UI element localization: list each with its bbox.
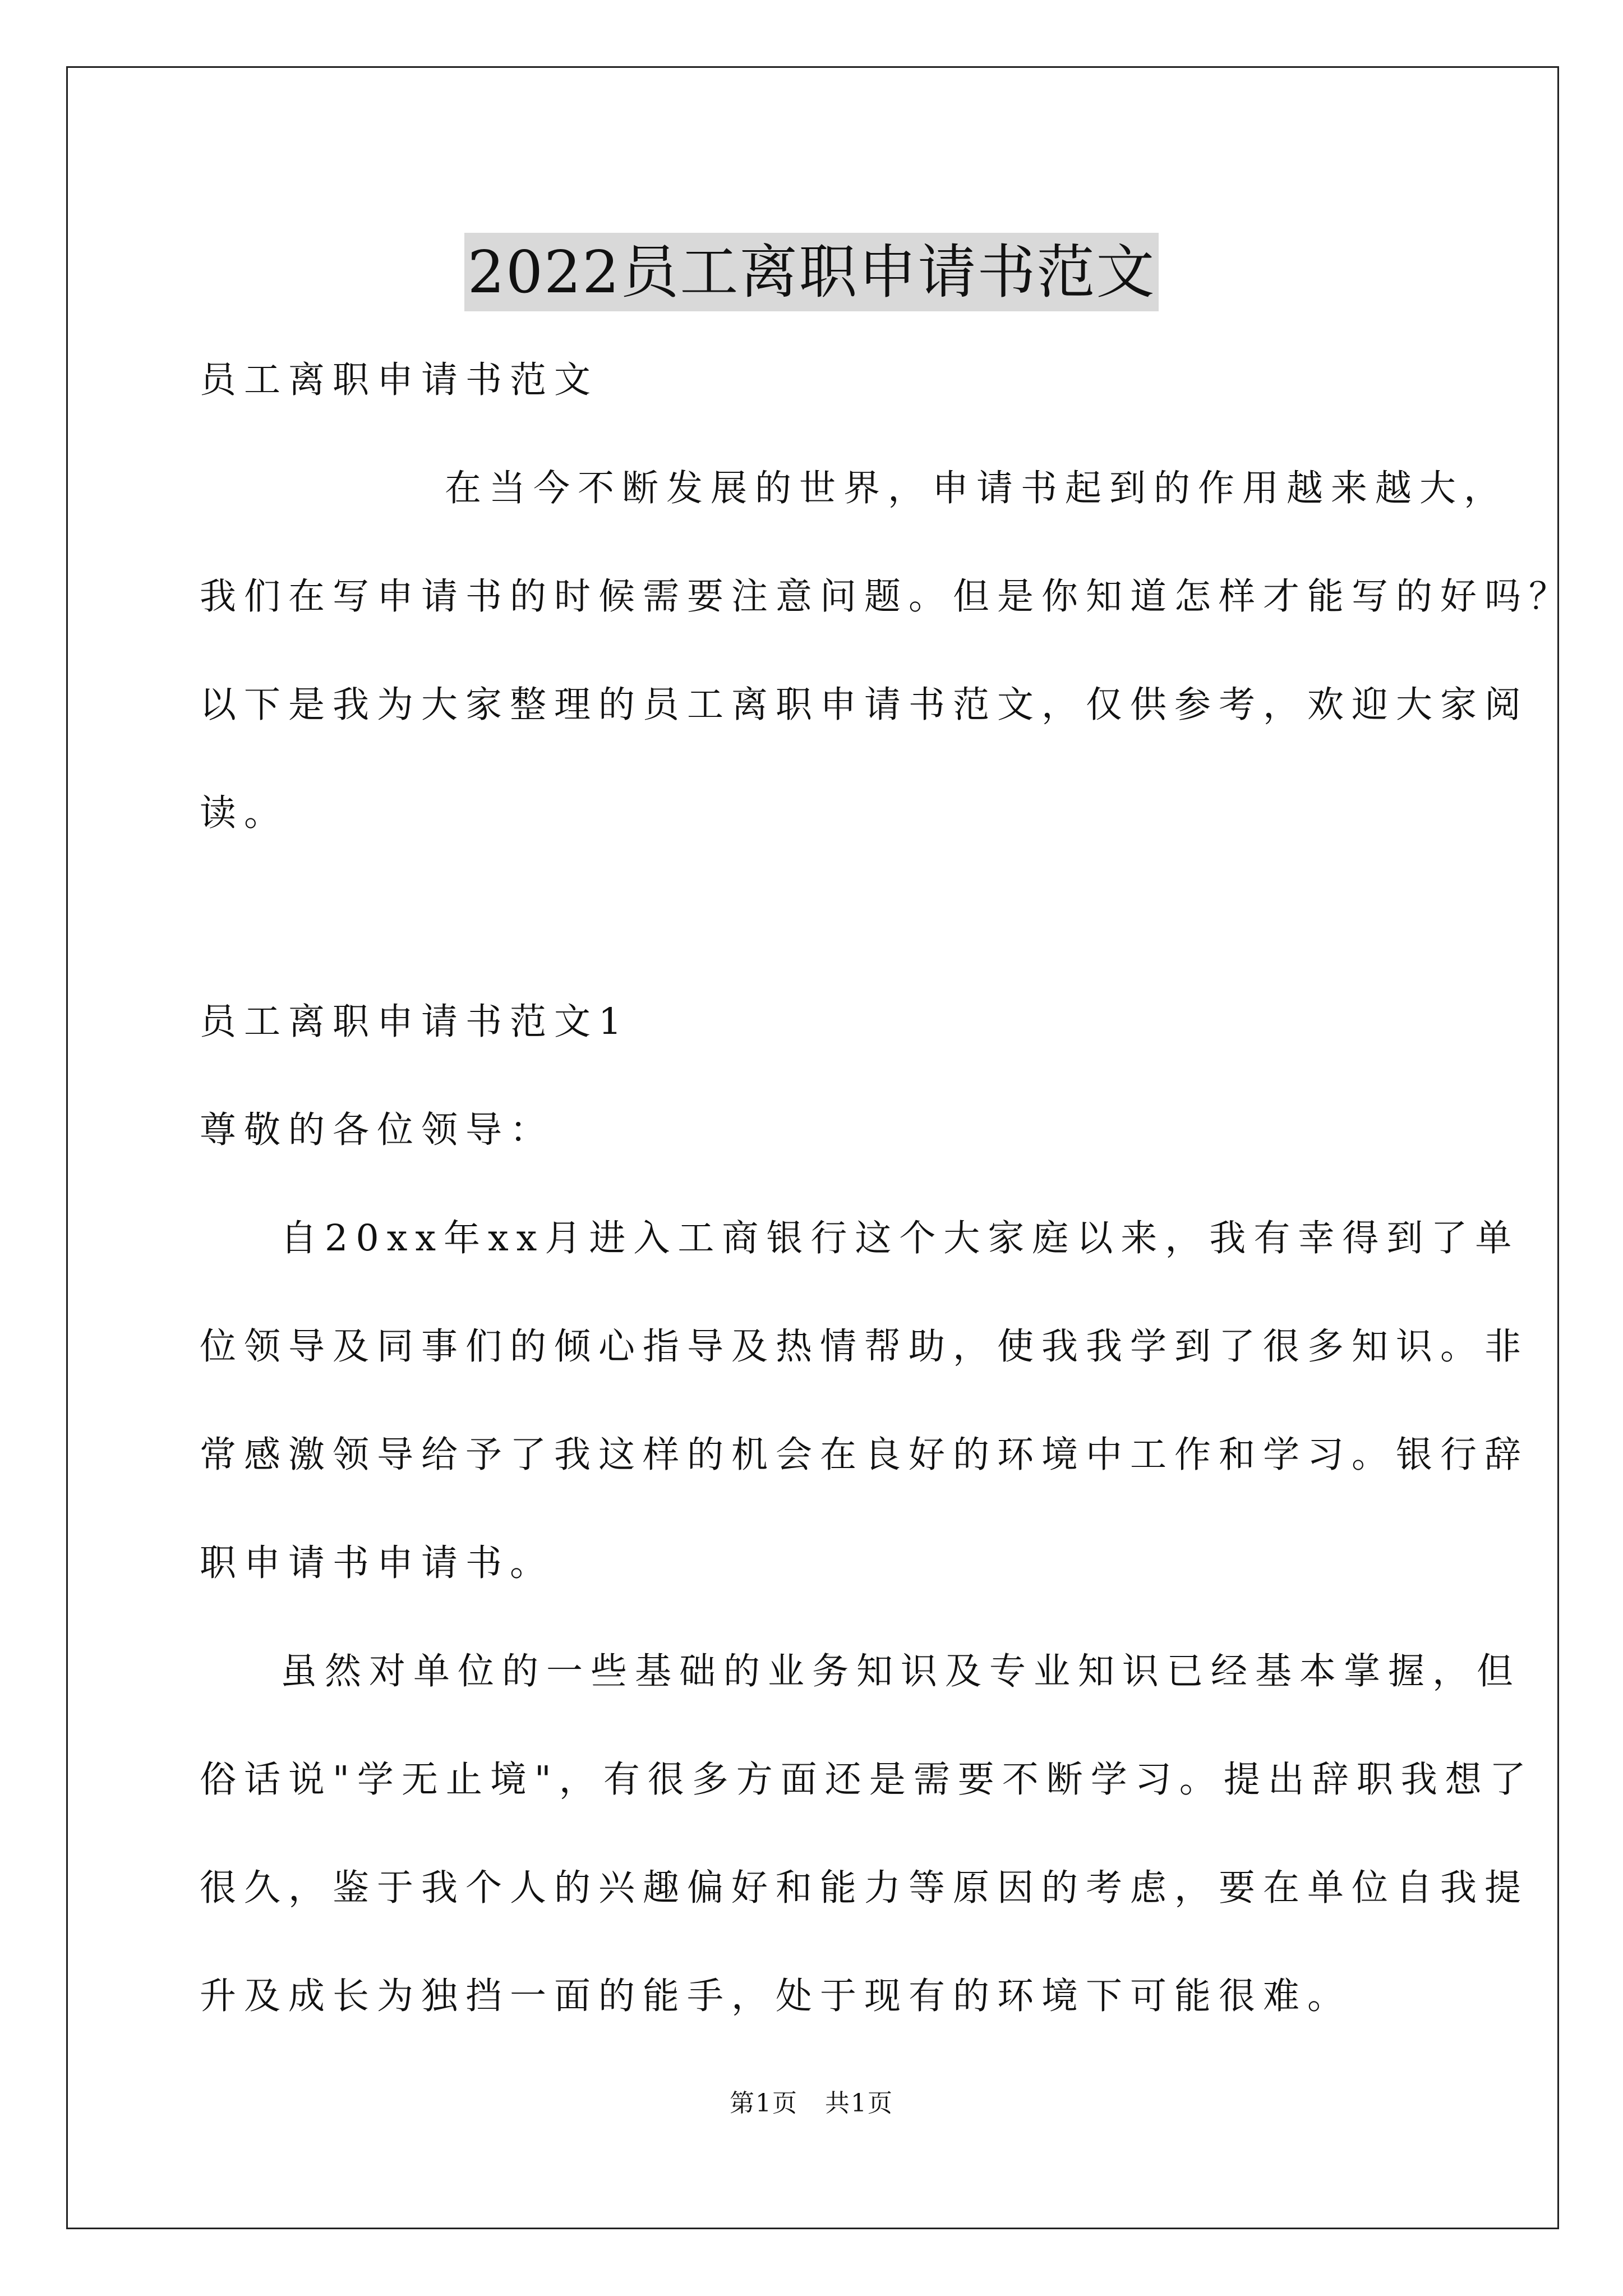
paragraph-line: 升及成长为独挡一面的能手，处于现有的环境下可能很难。 (200, 1975, 1352, 2017)
intro-line: 在当今不断发展的世界，申请书起到的作用越来越大， (445, 467, 1509, 509)
page-footer: 第1页 共1页 (730, 2089, 893, 2118)
title-container (0, 194, 1623, 350)
intro-line: 以下是我为大家整理的员工离职申请书范文，仅供参考，欢迎大家阅 (200, 684, 1529, 726)
paragraph-line: 自20xx年xx月进入工商银行这个大家庭以来，我有幸得到了单 (280, 1217, 1520, 1259)
section-heading: 员工离职申请书范文1 (200, 1001, 630, 1043)
paragraph-line: 虽然对单位的一些基础的业务知识及专业知识已经基本掌握，但 (280, 1650, 1521, 1692)
intro-line: 我们在写申请书的时候需要注意问题。但是你知道怎样才能写的好吗？ (200, 576, 1574, 618)
subtitle: 员工离职申请书范文 (200, 359, 599, 401)
intro-line: 读。 (200, 792, 289, 834)
paragraph-line: 常感激领导给予了我这样的机会在良好的环境中工作和学习。银行辞 (200, 1434, 1529, 1476)
paragraph-line: 位领导及同事们的倾心指导及热情帮助，使我我学到了很多知识。非 (200, 1326, 1529, 1368)
paragraph-line: 很久，鉴于我个人的兴趣偏好和能力等原因的考虑，要在单位自我提 (200, 1867, 1529, 1909)
paragraph-line: 俗话说"学无止境"，有很多方面还是需要不断学习。提出辞职我想了 (200, 1759, 1534, 1801)
document-title: 2022员工离职申请书范文 (464, 233, 1159, 311)
paragraph-line: 职申请书申请书。 (200, 1542, 555, 1584)
salutation: 尊敬的各位领导： (200, 1109, 555, 1151)
